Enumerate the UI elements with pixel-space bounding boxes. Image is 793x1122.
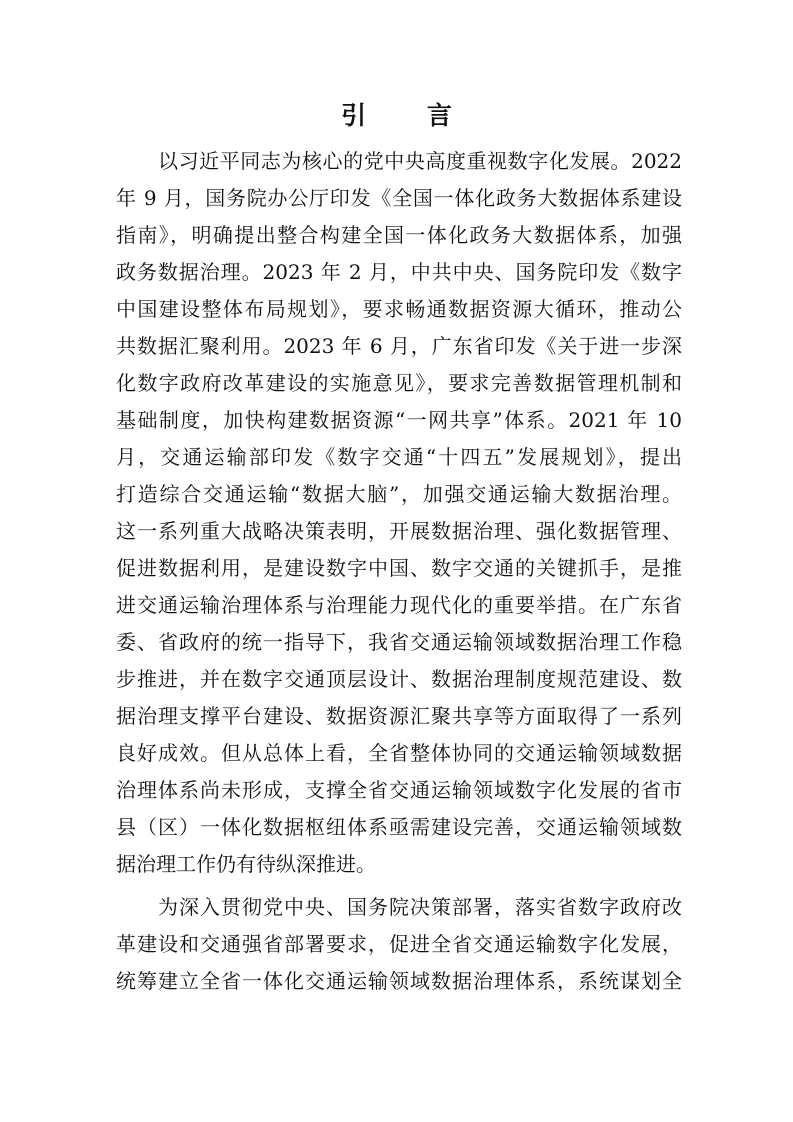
text-line: 良好成效。但从总体上看，全省整体协同的交通运输领域数据 (116, 741, 682, 765)
text-line: 以习近平同志为核心的党中央高度重视数字化发展。2022 (158, 149, 682, 173)
text-line: 县（区）一体化数据枢纽体系亟需建设完善，交通运输领域数 (116, 815, 682, 839)
text-line: 进交通运输治理体系与治理能力现代化的重要举措。在广东省 (116, 593, 682, 617)
text-line: 指南》，明确提出整合构建全国一体化政务大数据体系，加强 (116, 223, 682, 247)
text-line: 据治理支撑平台建设、数据资源汇聚共享等方面取得了一系列 (116, 704, 682, 728)
text-line: 中国建设整体布局规划》，要求畅通数据资源大循环，推动公 (116, 297, 682, 321)
text-line: 据治理工作仍有待纵深推进。 (116, 852, 376, 876)
text-line: 步推进，并在数字交通顶层设计、数据治理制度规范建设、数 (116, 667, 682, 691)
text-line: 革建设和交通强省部署要求，促进全省交通运输数字化发展， (116, 932, 682, 956)
page-title: 引 言 (341, 101, 478, 130)
text-line: 年 9 月，国务院办公厅印发《全国一体化政务大数据体系建设 (116, 186, 682, 210)
text-line: 基础制度，加快构建数据资源“一网共享”体系。2021 年 10 (116, 408, 682, 432)
text-line: 打造综合交通运输“数据大脑”，加强交通运输大数据治理。 (116, 482, 682, 506)
text-line: 为深入贯彻党中央、国务院决策部署，落实省数字政府改 (158, 895, 682, 919)
text-line: 政务数据治理。2023 年 2 月，中共中央、国务院印发《数字 (116, 260, 682, 284)
text-line: 化数字政府改革建设的实施意见》，要求完善数据管理机制和 (116, 371, 682, 395)
text-line: 治理体系尚未形成，支撑全省交通运输领域数字化发展的省市 (116, 778, 682, 802)
text-line: 促进数据利用，是建设数字中国、数字交通的关键抓手，是推 (116, 556, 682, 580)
text-line: 委、省政府的统一指导下，我省交通运输领域数据治理工作稳 (116, 630, 682, 654)
text-line: 月，交通运输部印发《数字交通“十四五”发展规划》，提出 (116, 445, 682, 469)
text-line: 这一系列重大战略决策表明，开展数据治理、强化数据管理、 (116, 519, 682, 543)
text-line: 统筹建立全省一体化交通运输领域数据治理体系，系统谋划全 (116, 969, 682, 993)
text-line: 共数据汇聚利用。2023 年 6 月，广东省印发《关于进一步深 (116, 334, 682, 358)
